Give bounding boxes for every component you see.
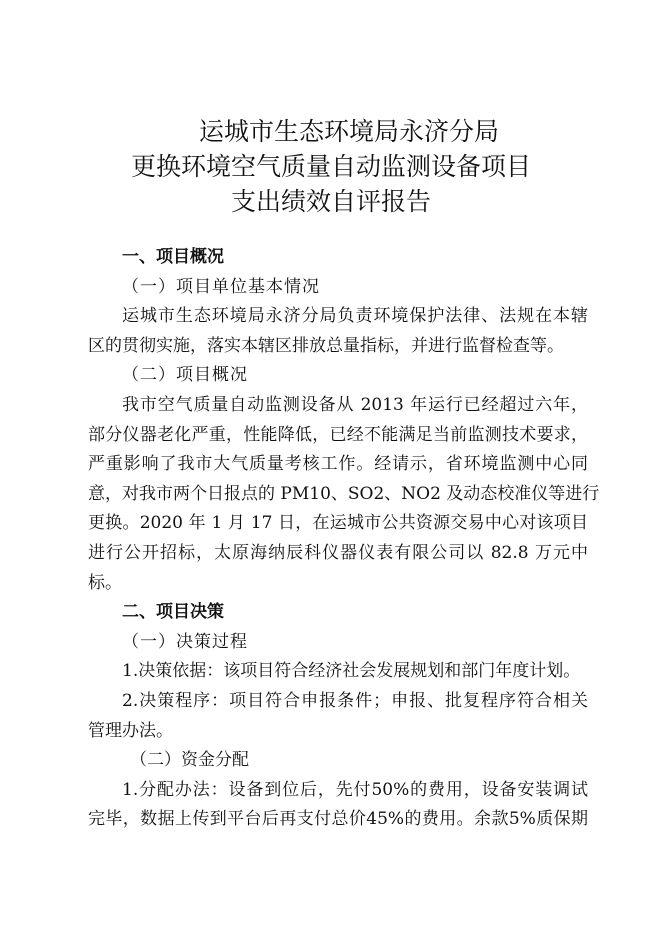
section-heading-overview: 一、项目概况 <box>122 247 224 267</box>
text-line: 更换。2020 年 1 月 17 日，在运城市公共资源交易中心对该项目 <box>88 513 588 534</box>
subheading-fund-allocation: （二）资金分配 <box>130 750 249 771</box>
document-body <box>88 243 600 835</box>
text-line: 意，对我市两个日报点的 PM10、SO2、NO2 及动态校准仪等进行 <box>88 483 600 504</box>
paragraph-allocation-method <box>88 776 588 835</box>
paragraph-decision-basis <box>88 657 588 687</box>
text-line: 进行公开招标，太原海纳辰科仪器仪表有限公司以 82.8 万元中 <box>88 542 588 563</box>
section-heading-decision: 二、项目决策 <box>122 602 224 623</box>
paragraph-unit-info <box>88 302 588 361</box>
text-line: 区的贯彻实施，落实本辖区排放总量指标，并进行监督检查等。 <box>88 335 564 356</box>
paragraph-decision-procedure <box>88 687 588 746</box>
text-line: 1.决策依据：该项目符合经济社会发展规划和部门年度计划。 <box>122 661 581 682</box>
title-line-2: 更换环境空气质量自动监测设备项目 <box>130 152 531 181</box>
text-line: 部分仪器老化严重，性能降低，已经不能满足当前监测技术要求， <box>88 424 588 445</box>
text-line: 2.决策程序：项目符合申报条件；申报、批复程序符合相关 <box>122 690 588 711</box>
subheading-project-overview: （二）项目概况 <box>122 365 248 386</box>
text-line: 1.分配办法：设备到位后，先付50%的费用，设备安装调试 <box>122 779 588 800</box>
subheading-decision-process: （一）决策过程 <box>122 631 248 652</box>
text-line: 我市空气质量自动监测设备从 2013 年运行已经超过六年， <box>122 394 588 415</box>
text-line: 运城市生态环境局永济分局负责环境保护法律、法规在本辖 <box>122 306 588 327</box>
title-line-1: 运城市生态环境局永济分局 <box>198 117 499 146</box>
text-line: 标。 <box>88 572 122 593</box>
report-title <box>0 114 662 219</box>
subheading-unit-info: （一）项目单位基本情况 <box>122 276 320 297</box>
paragraph-project-overview <box>88 391 600 598</box>
title-line-3: 支出绩效自评报告 <box>230 187 431 216</box>
text-line: 完毕，数据上传到平台后再支付总价45%的费用。余款5%质保期 <box>88 809 588 830</box>
text-line: 管理办法。 <box>88 720 173 741</box>
text-line: 严重影响了我市大气质量考核工作。经请示，省环境监测中心同 <box>88 454 588 475</box>
